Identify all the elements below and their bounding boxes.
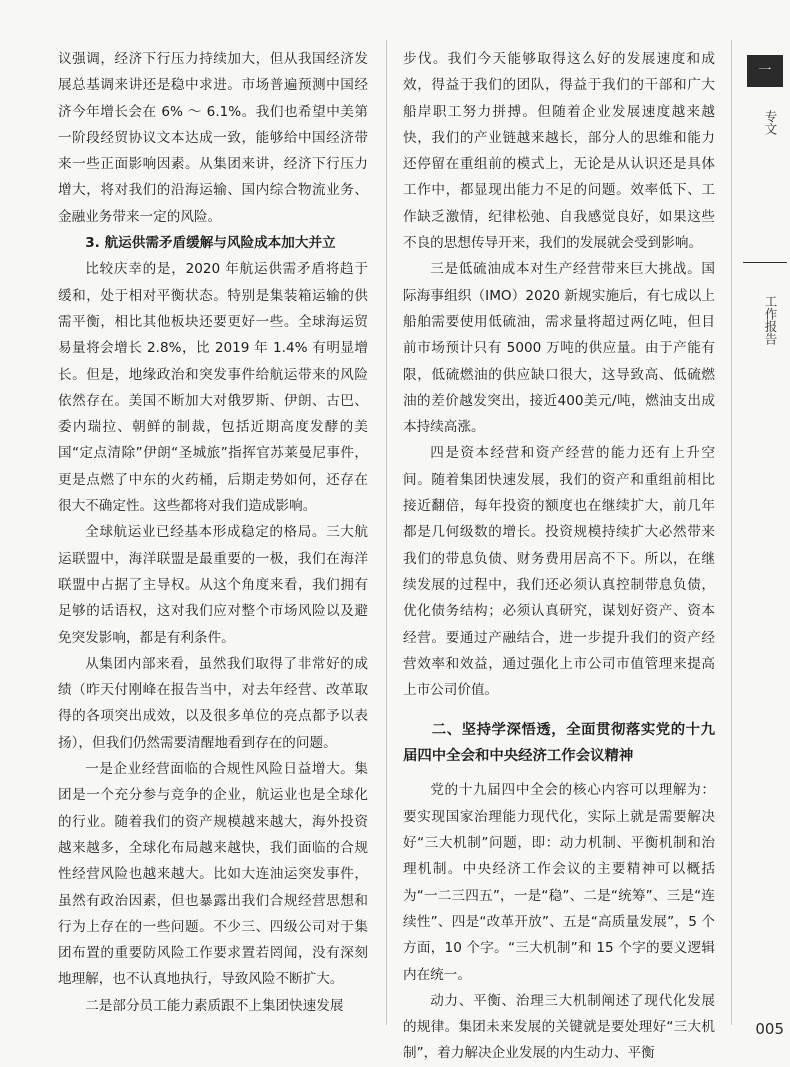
left-column [58,46,368,1019]
section-separator [743,262,787,263]
paragraph: 党的十九届四中全会的核心内容可以理解为：要实现国家治理能力现代化，实际上就是需要解决好“三大机制”问题，即：动力机制、平衡机制和治理机制。中央经济工作会议的主要精神可以概括为“一二三四五”，一是“稳”、二是“统筹”、三是“连续性”、四是“改革开放”、五是“高质量发展”，5 个方面，10 个字。“三大机制”和 15 个字的要义逻辑内在统一。 [403,782,715,983]
chapter-tab: 一 [747,55,783,87]
page-number: 005 [755,1020,784,1038]
paragraph: 动力、平衡、治理三大机制阐述了现代化发展的规律。集团未来发展的关键就是要处理好“三大机制”，着力解决企业发展的内生动力、平衡 [403,992,715,1062]
paragraph: 一是企业经营面临的合规性风险日益增大。集团是一个充分参与竞争的企业，航运业也是全球化的行业。随着我们的资产规模越来越大，海外投资越来越多，全球化布局越来越快，我们面临的合规性经营风险也越来越大。比如大连油运突发事件，虽然有政治因素，但也暴露出我们合规经营思想和行为上存在的一些问题。不少三、四级公司对于集团布置的重要防风险工作要求置若罔闻，没有深刻地理解，也不认真地执行，导致风险不断扩大。 [58,761,368,988]
section-heading: 二、坚持学深悟透，全面贯彻落实党的十九届四中全会和中央经济工作会议精神 [403,722,715,765]
paragraph: 议强调，经济下行压力持续加大，但从我国经济发展总基调来讲还是稳中求进。市场普遍预测中国经济今年增长会在 6% ～ 6.1%。我们也希望中美第一阶段经贸协议文本达成一致，能够给中国经济带来一些正面影响因素。从集团来讲，经济下行压力增大，将对我们的沿海运输、国内综合物流业务、金融业务带来一定的风险。 [58,51,368,225]
paragraph: 全球航运业已经基本形成稳定的格局。三大航运联盟中，海洋联盟是最重要的一极，我们在海洋联盟中占据了主导权。从这个角度来看，我们拥有足够的话语权，这对我们应对整个市场风险以及避免突发影响，都是有利条件。 [58,524,368,646]
paragraph: 四是资本经营和资产经营的能力还有上升空间。随着集团快速发展，我们的资产和重组前相比接近翻倍，每年投资的额度也在继续扩大，前几年都是几何级数的增长。投资规模持续扩大必然带来我们的带息负债、财务费用居高不下。所以，在继续发展的过程中，我们还必须认真控制带息负债，优化债务结构；必须认真研究，谋划好资产、资本经营。要通过产融结合，进一步提升我们的资产经营效率和效益，通过强化上市公司市值管理来提高上市公司价值。 [403,445,715,699]
paragraph: 步伐。我们今天能够取得这么好的发展速度和成效，得益于我们的团队，得益于我们的干部和广大船岸职工努力拼搏。但随着企业发展速度越来越快，我们的产业链越来越长，部分人的思维和能力还停留在重组前的模式上，无论是从认识还是具体工作中，都显现出能力不足的问题。效率低下、工作缺乏激情，纪律松弛、自我感觉良好，如果这些不良的思想传导开来，我们的发展就会受到影响。 [403,51,715,252]
paragraph: 比较庆幸的是，2020 年航运供需矛盾将趋于缓和，处于相对平衡状态。特别是集装箱运输的供需平衡，相比其他板块还要更好一些。全球海运贸易量将会增长 2.8%，比 2019 年 1.4% 有明显增长。但是，地缘政治和突发事件给航运带来的风险依然存在。美国不断加大对俄罗斯、伊朗、古巴、委内瑞拉、朝鲜的制裁，包括近期高度发酵的美国“定点清除”伊朗“圣城旅”指挥官苏莱曼尼事件，更是点燃了中东的火药桶，后期走势如何，还存在很大不确定性。这些都将对我们造成影响。 [58,261,368,515]
subsection-heading: 3. 航运供需矛盾缓解与风险成本加大并立 [85,235,336,252]
column-divider [386,40,387,1025]
paragraph: 三是低硫油成本对生产经营带来巨大挑战。国际海事组织（IMO）2020 新规实施后，有七成以上船舶需要使用低硫油，需求量将超过两亿吨，但目前市场预计只有 5000 万吨的供应量。由于产能有限，低硫燃油的供应缺口很大，这导致高、低硫燃油的差价越发突出，接近400美元/吨，燃油支出成本持续高涨。 [403,261,715,436]
right-column [403,46,715,1067]
paragraph: 二是部分员工能力素质跟不上集团快速发展 [85,997,344,1014]
section-label-special: 专文 [763,109,778,135]
section-label-report: 工作报告 [763,295,778,345]
paragraph: 从集团内部来看，虽然我们取得了非常好的成绩（昨天付刚峰在报告当中，对去年经营、改革取得的各项突出成效，以及很多单位的亮点都予以表扬），但我们仍然需要清醒地看到存在的问题。 [58,655,368,751]
margin-divider [731,40,732,1025]
